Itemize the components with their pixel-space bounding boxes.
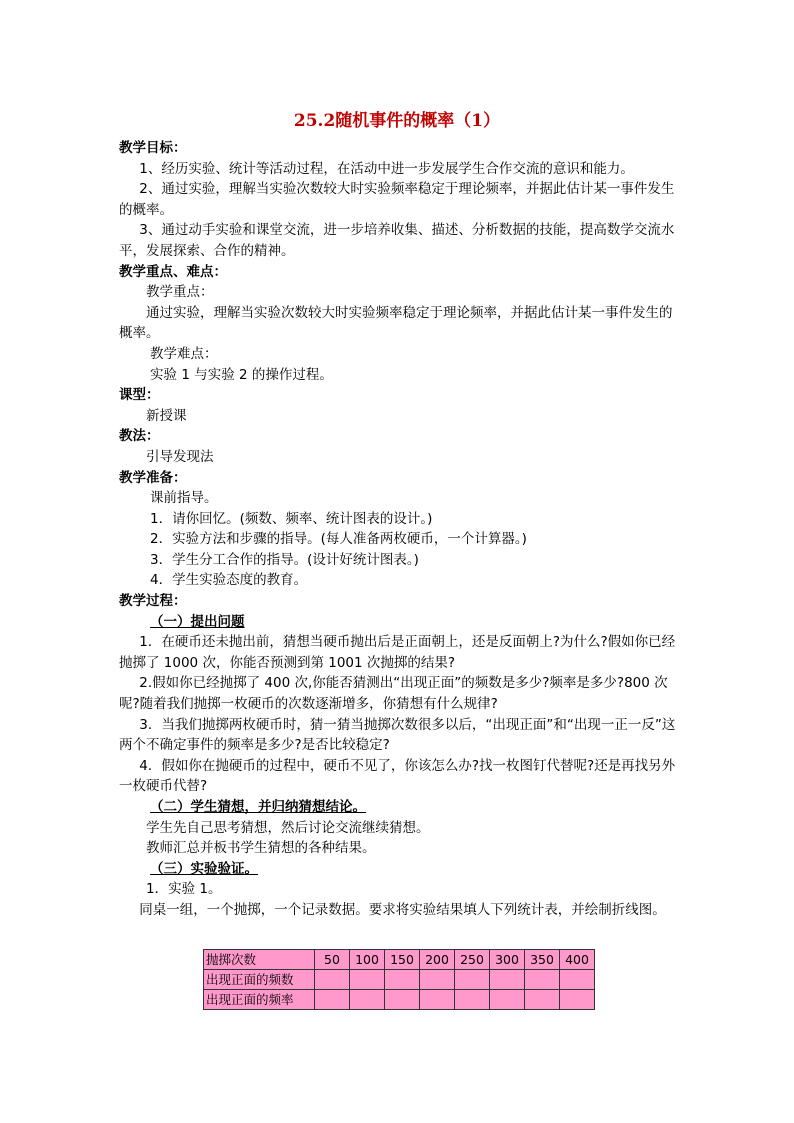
keypoints-heading: 教学重点、难点： [119,263,227,280]
method-heading: 教法： [119,428,160,445]
table-row [204,950,595,970]
empty-cell [560,970,595,990]
empty-cell [315,970,350,990]
count-cell: 400 [560,950,595,970]
prep-heading: 教学准备： [119,469,187,486]
table-row [204,970,595,990]
process-heading: 教学过程： [119,593,187,610]
prep-item: 3．学生分工合作的指导。(设计好统计图表。) [150,551,419,568]
prep-item: 2．实验方法和步骤的指导。(每人准备两枚硬币，一个计算器。) [150,531,527,548]
guess-item: 学生先自己思考猜想，然后讨论交流继续猜想。 [146,819,430,836]
empty-cell [420,990,455,1010]
empty-cell [455,970,490,990]
question-item: 3．当我们抛掷两枚硬币时，猜一猜当抛掷次数很多以后，“出现正面”和“出现一正一反”这两个不确定事件的频率是多少?是否比较稳定? [119,716,676,754]
empty-cell [385,970,420,990]
prep-item: 1．请你回忆。(频数、频率、统计图表的设计。) [150,510,433,527]
goal-item: 2、通过实验，理解当实验次数较大时实验频率稳定于理论频率，并据此估计某一事件发生的概率。 [119,181,675,218]
document-body [119,138,677,921]
empty-cell [350,990,385,1010]
goal-item: 1、经历实验、统计等活动过程，在活动中进一步发展学生合作交流的意识和能力。 [139,160,634,177]
section-title [119,612,677,633]
goal-item: 3、通过动手实验和课堂交流，进一步培养收集、描述、分析数据的技能，提高数学交流水平，发展探索、合作的精神。 [119,222,675,259]
lesson-type-text: 新授课 [146,407,187,424]
empty-cell [420,970,455,990]
count-cell: 300 [490,950,525,970]
empty-cell [525,970,560,990]
lesson-type-heading: 课型： [119,387,160,404]
count-cell: 350 [525,950,560,970]
section-title-text: （三）实验验证。 [150,860,259,877]
key-label: 教学重点： [146,284,214,301]
section-title-text: （二）学生猜想，并归纳猜想结论。 [150,799,367,815]
count-cell: 200 [420,950,455,970]
count-cell: 50 [315,950,350,970]
empty-cell [385,990,420,1010]
row-label: 出现正面的频数 [204,970,315,990]
row-label: 抛掷次数 [204,950,315,970]
guess-item: 教师汇总并板书学生猜想的各种结果。 [146,840,376,857]
empty-cell [560,990,595,1010]
method-text: 引导发现法 [146,448,214,465]
empty-cell [490,990,525,1010]
document-title: 25.2随机事件的概率（1） [293,111,501,131]
difficulty-label: 教学难点： [150,345,218,362]
empty-cell [525,990,560,1010]
row-label: 出现正面的频率 [204,990,315,1010]
prep-intro: 课前指导。 [150,490,218,507]
experiment-label: 1．实验 1。 [146,881,222,898]
experiment-table [203,949,595,1010]
experiment-text: 同桌一组，一个抛掷，一个记录数据。要求将实验结果填人下列统计表，并绘制折线图。 [139,901,666,918]
goals-heading: 教学目标： [119,140,187,156]
key-text: 通过实验，理解当实验次数较大时实验频率稳定于理论频率，并据此估计某一事件发生的概率。 [119,304,673,342]
question-item: 2.假如你已经抛掷了 400 次,你能否猜测出“出现正面”的频数是多少?频率是多少?800 次呢?随着我们抛掷一枚硬币的次数逐渐增多，你猜想有什么规律? [119,675,668,713]
question-item: 4．假如你在抛硬币的过程中，硬币不见了，你该怎么办?找一枚图钉代替呢?还是再找另外一枚硬币代替? [119,757,676,795]
prep-item: 4．学生实验态度的教育。 [150,572,308,589]
count-cell: 100 [350,950,385,970]
count-cell: 250 [455,950,490,970]
difficulty-text: 实验 1 与实验 2 的操作过程。 [150,366,333,383]
section-title [119,859,677,880]
question-item: 1．在硬币还未抛出前，猜想当硬币抛出后是正面朝上，还是反面朝上?为什么?假如你已经抛掷了 1000 次，你能否预测到第 1001 次抛掷的结果? [119,634,676,671]
empty-cell [315,990,350,1010]
count-cell: 150 [385,950,420,970]
table-row [204,990,595,1010]
empty-cell [455,990,490,1010]
section-title-text: （一）提出问题 [150,613,245,630]
section-title [119,797,677,818]
empty-cell [490,970,525,990]
empty-cell [350,970,385,990]
